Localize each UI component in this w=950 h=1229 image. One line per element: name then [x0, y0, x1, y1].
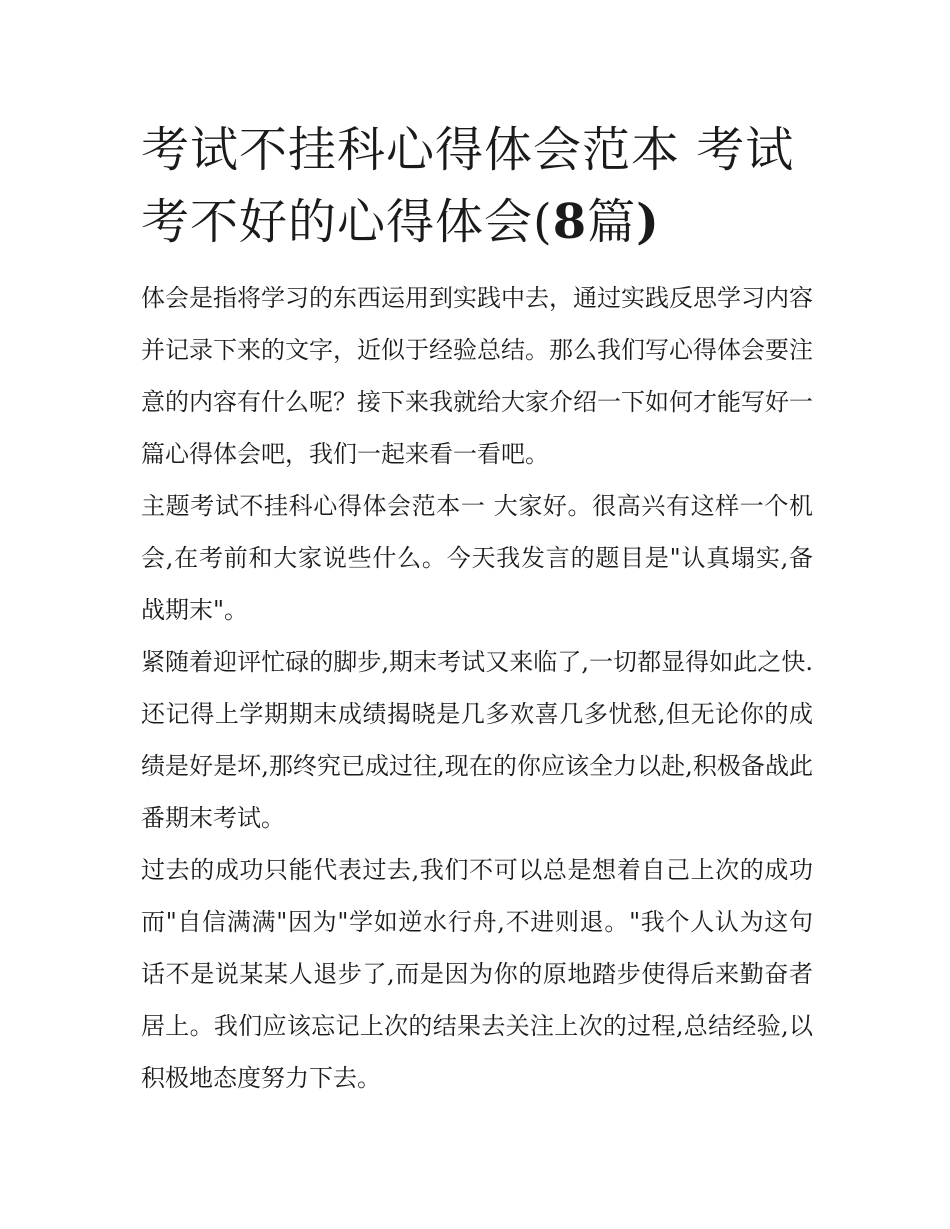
paragraph-intro: 体会是指将学习的东西运用到实践中去，通过实践反思学习内容并记录下来的文字，近似于经验总结。那么我们写心得体会要注意的内容有什么呢？接下来我就给大家介绍一下如何才能写好一篇心得体会吧，我们一起来看一看吧。	[141, 284, 813, 468]
title-main-text: 考试不挂科心得体会范本 考试考不好的心得体会(	[141, 122, 795, 250]
title-close: )	[636, 194, 660, 250]
paragraph-opening: 主题考试不挂科心得体会范本一 大家好。很高兴有这样一个机会,在考前和大家说些什么。今天我发言的题目是"认真塌实,备战期末"。	[141, 492, 813, 624]
document-body	[141, 114, 813, 1104]
title-count: 8	[552, 194, 588, 250]
paragraph-past-success: 过去的成功只能代表过去,我们不可以总是想着自己上次的成功而"自信满满"因为"学如逆水行舟,不进则退。"我个人认为这句话不是说某某人退步了,而是因为你的原地踏步使得后来勤奋者居上。我们应该忘记上次的结果去关注上次的过程,总结经验,以积极地态度努力下去。	[141, 856, 813, 1092]
document-title	[141, 114, 813, 258]
title-unit: 篇	[587, 194, 637, 250]
paragraph-exam-coming: 紧随着迎评忙碌的脚步,期末考试又来临了,一切都显得如此之快.还记得上学期期末成绩揭晓是几多欢喜几多忧愁,但无论你的成绩是好是坏,那终究已成过往,现在的你应该全力以赴,积极备战此番期末考试。	[141, 648, 813, 832]
